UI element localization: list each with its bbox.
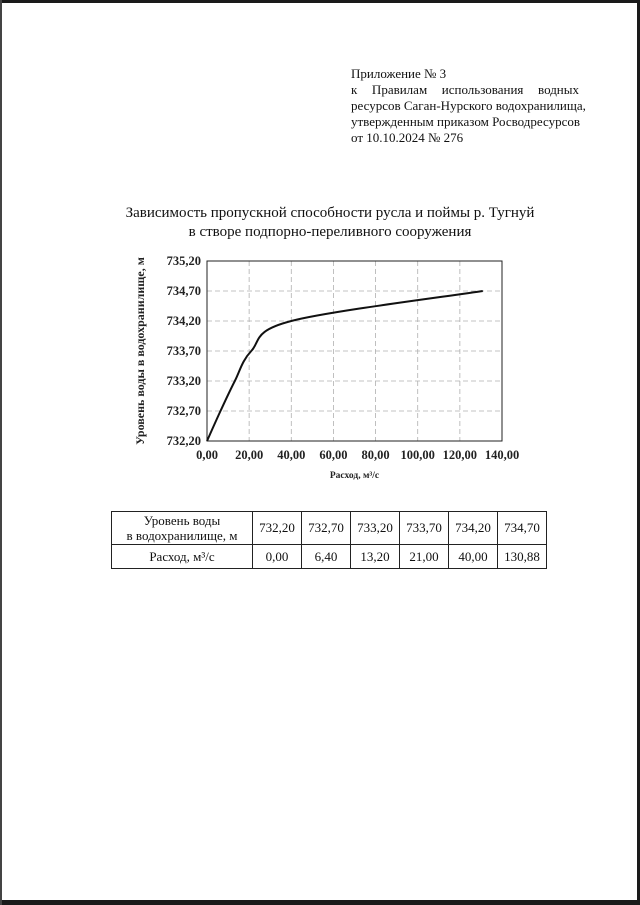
table-row-discharge [112,545,547,569]
table-cell: 734,20 [449,512,498,545]
appendix-resources-line: ресурсов Саган-Нурского водохранилища, [351,98,586,113]
appendix-rules-line: к Правилам использования водных [351,82,579,97]
y-tick-label: 732,20 [166,434,201,448]
table-cell: 0,00 [253,545,302,569]
x-tick-label: 100,00 [400,448,435,462]
table-cell: 21,00 [400,545,449,569]
x-tick-label: 60,00 [319,448,348,462]
appendix-order-line: утвержденным приказом Росводресурсов [351,114,580,129]
table-cell: 734,70 [498,512,547,545]
y-tick-label: 733,70 [166,344,201,358]
y-tick-label: 732,70 [166,404,201,418]
appendix-number: Приложение № 3 [351,66,447,81]
x-tick-label: 140,00 [484,448,520,462]
table-cell: 130,88 [498,545,547,569]
table-header-level [112,512,253,545]
series-line [207,291,483,441]
chart-subtitle: в створе подпорно-переливного сооружения [188,224,472,240]
table-cell: 40,00 [449,545,498,569]
x-tick-label: 120,00 [442,448,478,462]
scan-border-top [0,0,640,3]
appendix-header [351,66,586,146]
x-tick-label: 80,00 [361,448,390,462]
y-axis-label: Уровень воды в водохранилище, м [133,257,147,445]
y-tick-label: 735,20 [166,254,201,268]
y-tick-label: 734,70 [166,284,201,298]
table-header-discharge: Расход, м³/с [112,545,253,569]
table-cell: 733,70 [400,512,449,545]
table-cell: 6,40 [302,545,351,569]
chart-title: Зависимость пропускной способности русла и поймы р. Тугнуй [125,205,535,221]
appendix-date-line: от 10.10.2024 № 276 [351,130,464,145]
table-cell: 733,20 [351,512,400,545]
chart-title-block [100,204,560,242]
x-axis-label: Расход, м³/с [329,471,380,481]
x-tick-label: 40,00 [277,448,306,462]
x-tick-label: 0,00 [196,448,218,462]
data-table [111,511,547,569]
table-cell: 732,70 [302,512,351,545]
scan-border-bottom [0,900,640,905]
table-cell: 732,20 [253,512,302,545]
label-layer [133,254,519,481]
x-tick-label: 20,00 [235,448,264,462]
table-header-level-a: Уровень воды [143,513,221,528]
table-header-level-b: в водохранилище, м [126,528,238,543]
rating-curve-chart [120,245,540,495]
table-cell: 13,20 [351,545,400,569]
y-tick-label: 733,20 [166,374,201,388]
table-row-level [112,512,547,545]
series-layer [207,291,483,441]
scan-border-left [0,0,2,905]
y-tick-label: 734,20 [166,314,201,328]
